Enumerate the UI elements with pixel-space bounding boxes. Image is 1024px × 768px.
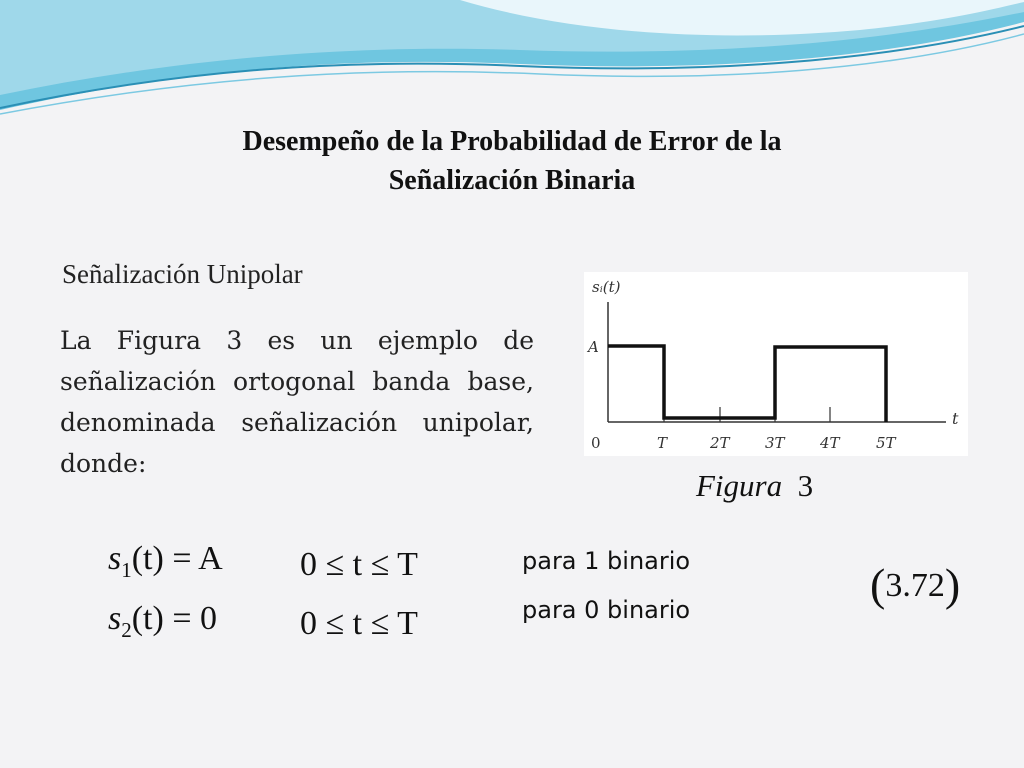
x-tick-label: 3T: [765, 434, 785, 452]
waveform-figure: [584, 272, 968, 456]
equation-number-value: 3.72: [885, 567, 945, 604]
slide-title-line1: Desempeño de la Probabilidad de Error de la: [242, 126, 782, 157]
equation-subscript: 1: [121, 557, 132, 582]
waveform-plot: [584, 272, 968, 456]
figure-caption: [696, 468, 813, 504]
body-paragraph: La Figura 3 es un ejemplo de señalización ortogonal banda base, denominada señalización unipolar, donde:: [60, 326, 534, 478]
note-s1: para 1 binario: [522, 547, 691, 575]
condition-s2: 0 ≤ t ≤ T: [300, 605, 418, 642]
x-tick-label: 0: [591, 434, 601, 452]
x-tick-label: T: [657, 434, 668, 452]
note-s2: para 0 binario: [522, 596, 691, 624]
equation-s2: [108, 600, 217, 643]
equation-number: (3.72): [870, 559, 961, 610]
equation-rest: (t) = 0: [131, 600, 217, 637]
slide-title: [100, 122, 924, 200]
section-subtitle: Señalización Unipolar: [62, 259, 303, 289]
header-wave-decoration: [0, 0, 1024, 120]
equation-s1: [108, 540, 223, 583]
figure-caption-number: 3: [797, 468, 814, 503]
equation-rest: (t) = A: [131, 540, 223, 577]
unipolar-waveform: [608, 346, 886, 422]
x-tick-label: 5T: [876, 434, 896, 452]
y-axis-label: sᵢ(t): [592, 278, 621, 296]
x-tick-label: 2T: [710, 434, 730, 452]
equation-subscript: 2: [121, 617, 132, 642]
equation-symbol: s: [108, 540, 122, 577]
condition-s1: 0 ≤ t ≤ T: [300, 546, 418, 583]
x-tick-label: 4T: [820, 434, 840, 452]
figure-caption-word: Figura: [696, 468, 783, 503]
slide-title-line2: Señalización Binaria: [388, 165, 636, 196]
level-label: A: [588, 338, 599, 356]
x-axis-label: t: [952, 409, 959, 428]
equation-symbol: s: [108, 600, 122, 637]
